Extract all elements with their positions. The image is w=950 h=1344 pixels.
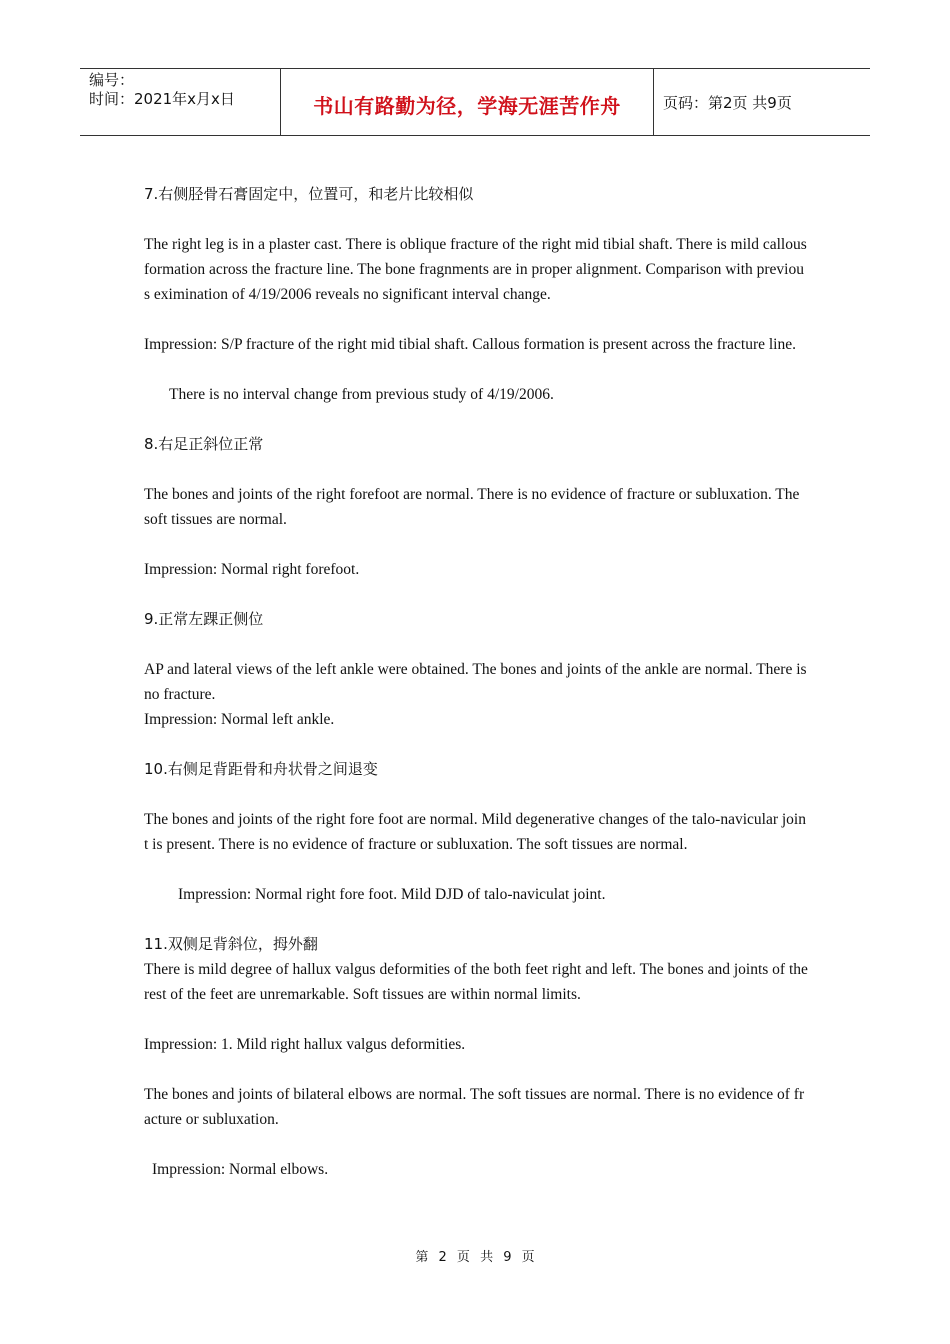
section-10-impression: Impression: Normal right fore foot. Mild DJD of talo-naviculat joint. — [178, 886, 606, 903]
section-7-impression: Impression: S/P fracture of the right mid tibial shaft. Callous formation is present across the fracture line. — [144, 336, 796, 353]
section-7-title: 7.右侧胫骨石膏固定中，位置可，和老片比较相似 — [144, 185, 474, 203]
section-9-title: 9.正常左踝正侧位 — [144, 610, 264, 628]
footer-gong: 共 — [480, 1250, 494, 1265]
code-label: 编号： — [89, 71, 135, 89]
section-10-title: 10.右侧足背距骨和舟状骨之间退变 — [144, 760, 378, 778]
header-meta — [80, 69, 281, 135]
footer-ye: 页 — [456, 1250, 470, 1265]
section-9-findings: AP and lateral views of the left ankle were obtained. The bones and joints of the ankle are normal. There is no fracture. — [144, 661, 811, 703]
section-12-impression: Impression: Normal elbows. — [152, 1161, 329, 1178]
header-motto: 书山有路勤为径，学海无涯苦作舟 — [281, 69, 654, 135]
section-8-impression: Impression: Normal right forefoot. — [144, 561, 360, 578]
section-10-findings: The bones and joints of the right fore foot are normal. Mild degenerative changes of the talo-navicular joint is present. There is no evidence of fracture or subluxation. The soft tissues are normal. — [144, 811, 806, 853]
section-9-impression: Impression: Normal left ankle. — [144, 711, 335, 728]
section-11-impression: Impression: 1. Mild right hallux valgus deformities. — [144, 1036, 466, 1053]
section-8-findings: The bones and joints of the right forefoot are normal. There is no evidence of fracture or subluxation. The soft tissues are normal. — [144, 486, 804, 528]
section-8-title: 8.右足正斜位正常 — [144, 435, 264, 453]
footer-page-number: 2 — [438, 1250, 447, 1265]
document-header — [80, 68, 870, 136]
section-11-findings: There is mild degree of hallux valgus deformities of the both feet right and left. The bones and joints of the rest of the feet are unremarkable. Soft tissues are within normal limits. — [144, 961, 812, 1003]
document-body — [144, 182, 812, 1182]
section-12-findings: The bones and joints of bilateral elbows are normal. The soft tissues are normal. There is no evidence of fracture or subluxation. — [144, 1086, 805, 1128]
header-page-label: 页码：第2页 共9页 — [663, 93, 792, 112]
section-7-findings: The right leg is in a plaster cast. There is oblique fracture of the right mid tibial shaft. There is mild callous formation across the fracture line. The bone fragnments are in proper alignment. Comparison with previous eximination of 4/19/2006 reveals no significant interval change. — [144, 236, 811, 303]
footer-ye-2: 页 — [521, 1250, 535, 1265]
footer-di: 第 — [415, 1250, 429, 1265]
date-label: 时间：2021年x月x日 — [89, 90, 235, 108]
footer-total-pages: 9 — [503, 1250, 512, 1265]
section-7-impression-note: There is no interval change from previous study of 4/19/2006. — [169, 386, 554, 403]
section-11-title: 11.双侧足背斜位，拇外翻 — [144, 935, 318, 953]
page-footer — [0, 1246, 950, 1265]
